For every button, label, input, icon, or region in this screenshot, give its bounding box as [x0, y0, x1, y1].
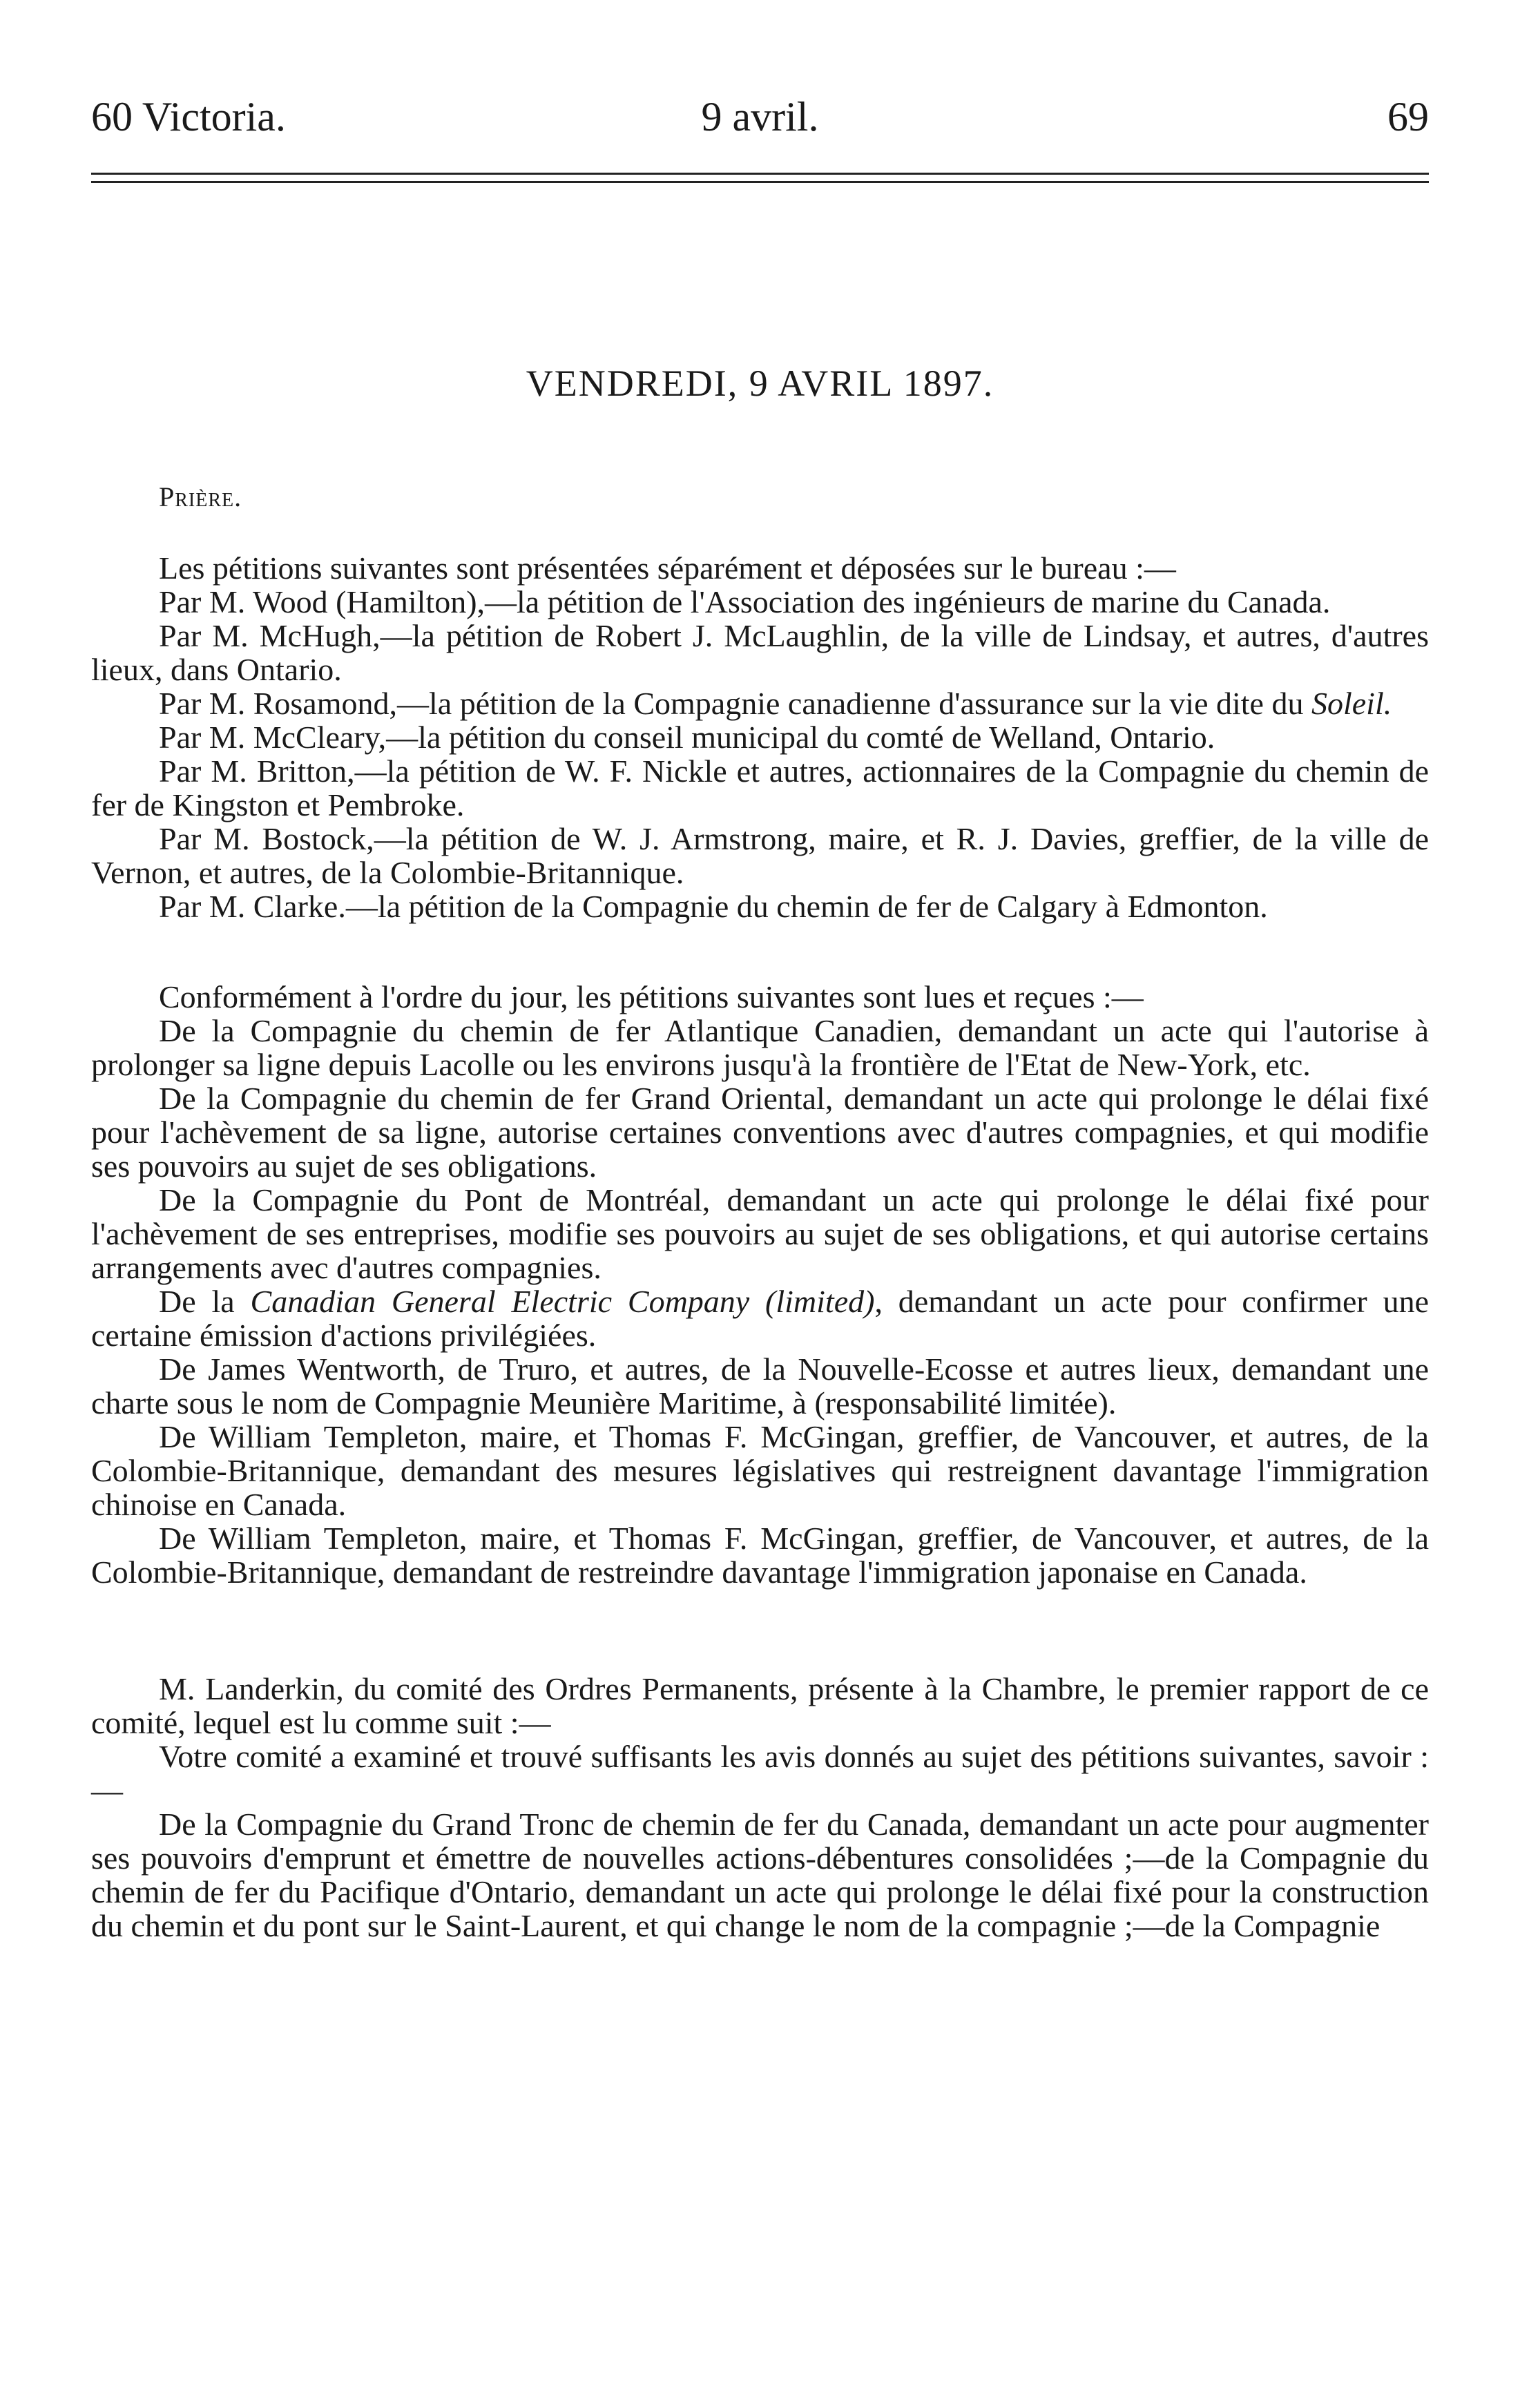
- petition-read-item: [91, 1284, 1429, 1352]
- priere-heading: Prière.: [159, 481, 242, 512]
- petition-presented-item: Par M. McCleary,—la pétition du conseil municipal du comté de Welland, Ontario.: [159, 720, 1215, 755]
- petition-presented-item: Par M. Britton,—la pétition de W. F. Nickle et autres, actionnaires de la Compagnie du chemin de fer de Kingston et Pembroke.: [91, 753, 1429, 822]
- petitions-presented-intro: Les pétitions suivantes sont présentées séparément et déposées sur le bureau :—: [159, 550, 1176, 586]
- committee-report-detail: De la Compagnie du Grand Tronc de chemin de fer du Canada, demandant un acte pour augmenter ses pouvoirs d'emprunt et émettre de nouvelles actions-débentures consolidées ;—de la Compagnie du chemin de fer du Pacifique d'Ontario, demandant un acte qui prolonge le délai fixé pour la construction du chemin et du pont sur le Saint-Laurent, et qui change le nom de la compagnie ;—de la Compagnie: [91, 1807, 1429, 1943]
- header-regnal-year: 60 Victoria.: [91, 94, 286, 139]
- petition-read-suffix: , demandant un acte pour confirmer une certaine émission d'actions privilégiées.: [91, 1284, 1429, 1353]
- petition-read-item: De James Wentworth, de Truro, et autres, de la Nouvelle-Ecosse et autres lieux, demandant une charte sous le nom de Compagnie Meunière Maritime, à (responsabilité limitée).: [91, 1351, 1429, 1420]
- petition-read-item: De la Compagnie du chemin de fer Atlantique Canadien, demandant un acte qui l'autorise à prolonger sa ligne depuis Lacolle ou les environs jusqu'à la frontière de l'Etat de New-York, etc.: [91, 1013, 1429, 1082]
- sitting-title: VENDREDI, 9 AVRIL 1897.: [526, 363, 994, 404]
- petition-presented-text: Par M. Rosamond,—la pétition de la Compagnie canadienne d'assurance sur la vie dite du: [159, 686, 1311, 721]
- petition-read-item: De la Compagnie du Pont de Montréal, demandant un acte qui prolonge le délai fixé pour l'achèvement de ses entreprises, modifie ses pouvoirs au sujet de ses obligations, et qui autorise certains arrangements avec d'autres compagnies.: [91, 1182, 1429, 1285]
- petition-read-prefix: De la: [159, 1284, 251, 1319]
- petition-read-item: De William Templeton, maire, et Thomas F. McGingan, greffier, de Vancouver, et autres, de la Colombie-Britannique, demandant de restreindre davantage l'immigration japonaise en Canada.: [91, 1521, 1429, 1590]
- petition-presented-item: Par M. Clarke.—la pétition de la Compagnie du chemin de fer de Calgary à Edmonton.: [159, 889, 1268, 924]
- soleil-company-name: Soleil.: [1311, 686, 1392, 721]
- petition-presented-item: Par M. Wood (Hamilton),—la pétition de l'Association des ingénieurs de marine du Canada.: [159, 584, 1331, 619]
- header-rule-bottom: [91, 181, 1429, 183]
- petition-presented-item: [91, 686, 1429, 720]
- petitions-read-intro: Conformément à l'ordre du jour, les pétitions suivantes sont lues et reçues :—: [159, 979, 1144, 1014]
- committee-report-finding: Votre comité a examiné et trouvé suffisants les avis donnés au sujet des pétitions suivantes, savoir :—: [91, 1739, 1429, 1808]
- petition-presented-item: Par M. Bostock,—la pétition de W. J. Armstrong, maire, et R. J. Davies, greffier, de la ville de Vernon, et autres, de la Colombie-Britannique.: [91, 821, 1429, 890]
- petition-read-item: De la Compagnie du chemin de fer Grand Oriental, demandant un acte qui prolonge le délai fixé pour l'achèvement de sa ligne, autorise certaines conventions avec d'autres compagnies, et qui modifie ses pouvoirs au sujet de ses obligations.: [91, 1081, 1429, 1184]
- canadian-general-electric-name: Canadian General Electric Company (limited): [250, 1284, 875, 1319]
- page-body: [91, 551, 1429, 1943]
- committee-report-intro: M. Landerkin, du comité des Ordres Permanents, présente à la Chambre, le premier rapport de ce comité, lequel est lu comme suit :—: [91, 1671, 1429, 1740]
- page-header: [91, 86, 1429, 148]
- petition-presented-item: Par M. McHugh,—la pétition de Robert J. McLaughlin, de la ville de Lindsay, et autres, d'autres lieux, dans Ontario.: [91, 618, 1429, 687]
- petition-read-item: De William Templeton, maire, et Thomas F. McGingan, greffier, de Vancouver, et autres, de la Colombie-Britannique, demandant des mesures législatives qui restreignent davantage l'immigration chinoise en Canada.: [91, 1419, 1429, 1522]
- header-date: 9 avril.: [701, 94, 819, 139]
- page-number: 69: [1387, 94, 1429, 139]
- header-rule-top: [91, 173, 1429, 175]
